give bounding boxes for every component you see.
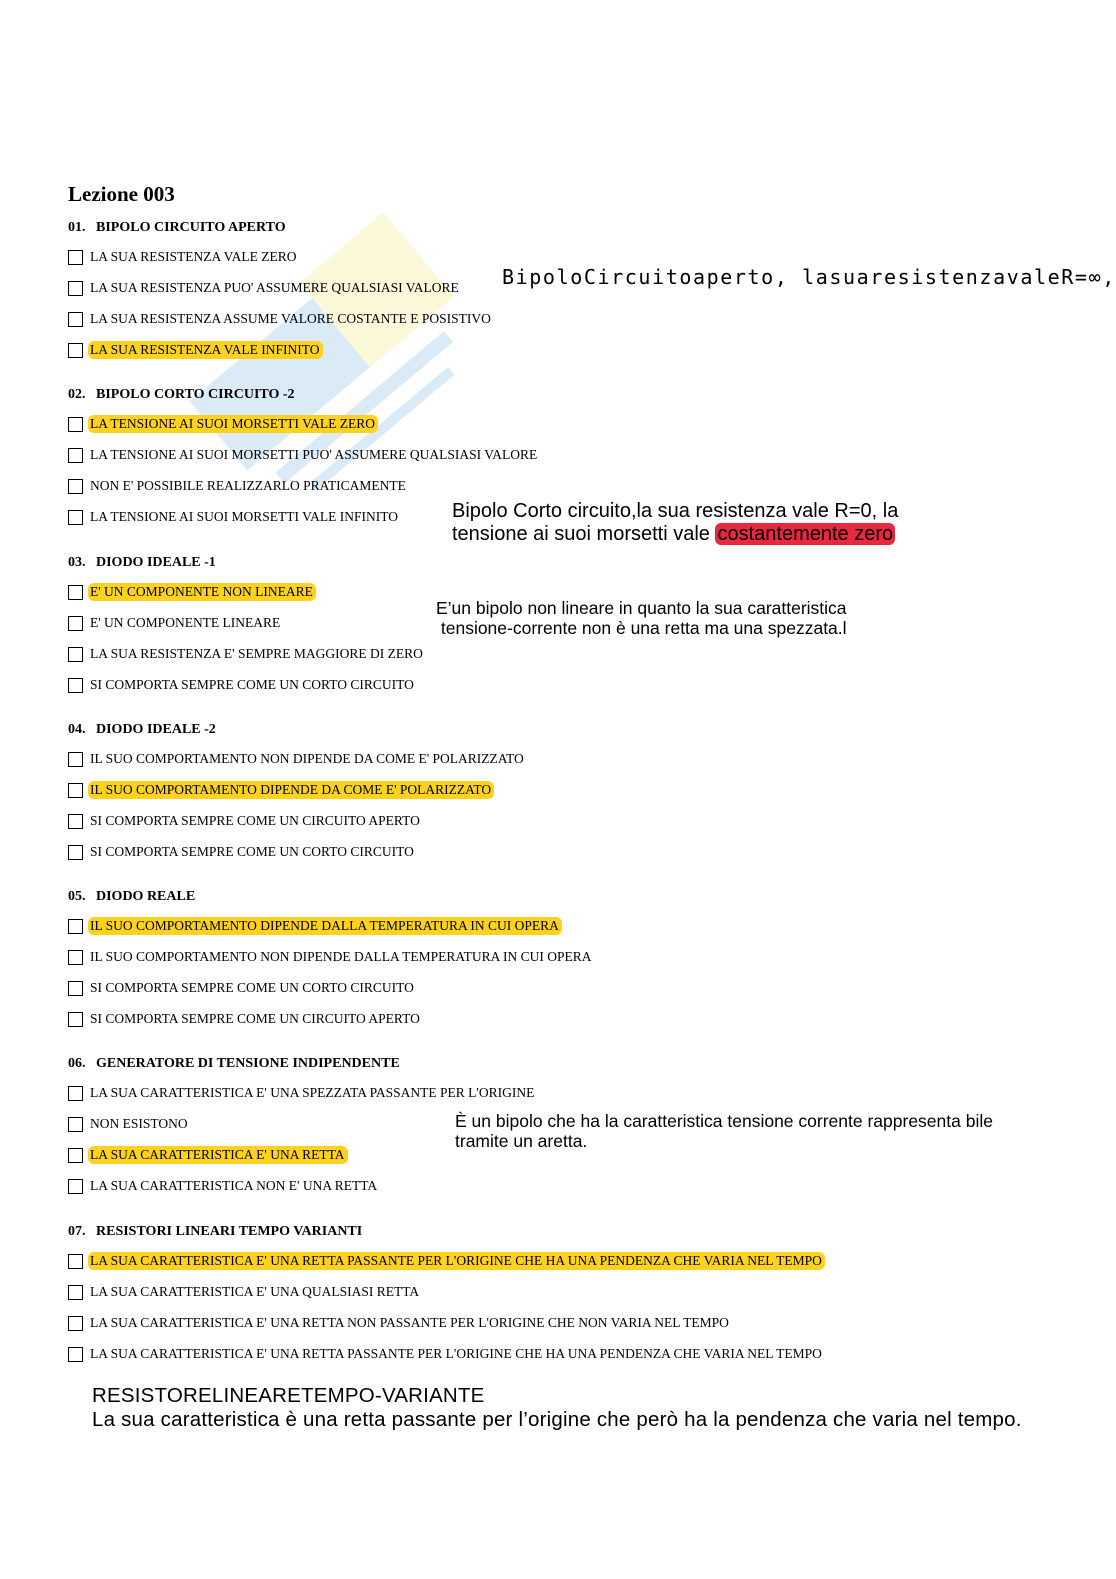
- answer-text: E' UN COMPONENTE LINEARE: [90, 615, 281, 630]
- checkbox-empty-icon[interactable]: [68, 950, 83, 965]
- answer-text: LA SUA CARATTERISTICA E' UNA RETTA PASSANTE PER L'ORIGINE CHE HA UNA PENDENZA CHE VARIA NEL TEMPO: [90, 1346, 822, 1361]
- note-line: RESISTORELINEARETEMPO-VARIANTE: [92, 1384, 485, 1407]
- answer-option[interactable]: [68, 582, 316, 602]
- checkbox-empty-icon[interactable]: [68, 448, 83, 463]
- question-number: 04.: [68, 722, 86, 737]
- answer-text-highlighted: LA SUA CARATTERISTICA E' UNA RETTA PASSANTE PER L'ORIGINE CHE HA UNA PENDENZA CHE VARIA NEL TEMPO: [88, 1252, 825, 1270]
- answer-text: SI COMPORTA SEMPRE COME UN CORTO CIRCUITO: [90, 677, 414, 692]
- checkbox-empty-icon[interactable]: [68, 479, 83, 494]
- question-title: [68, 387, 295, 403]
- answer-option[interactable]: [68, 340, 323, 360]
- checkbox-empty-icon[interactable]: [68, 312, 83, 327]
- answer-text: LA SUA CARATTERISTICA E' UNA RETTA NON PASSANTE PER L'ORIGINE CHE NON VARIA NEL TEMPO: [90, 1315, 729, 1330]
- checkbox-empty-icon[interactable]: [68, 1316, 83, 1331]
- question-title: [68, 220, 286, 236]
- answer-text: NON ESISTONO: [90, 1116, 188, 1131]
- answer-text: SI COMPORTA SEMPRE COME UN CIRCUITO APERTO: [90, 1011, 420, 1026]
- answer-option[interactable]: [68, 1083, 537, 1103]
- note-line: La sua caratteristica è una retta passante per l’origine che però ha la pendenza che varia nel tempo.: [92, 1408, 1022, 1431]
- answer-text: LA SUA RESISTENZA ASSUME VALORE COSTANTE E POSISTIVO: [90, 311, 491, 326]
- checkbox-empty-icon[interactable]: [68, 814, 83, 829]
- checkbox-empty-icon[interactable]: [68, 616, 83, 631]
- answer-text-highlighted: LA TENSIONE AI SUOI MORSETTI VALE ZERO: [88, 415, 378, 433]
- page-title: Lezione 003: [68, 182, 175, 206]
- answer-option[interactable]: [68, 507, 401, 527]
- question-title: [68, 1224, 362, 1240]
- answer-option[interactable]: [68, 445, 540, 465]
- answer-text: LA TENSIONE AI SUOI MORSETTI VALE INFINITO: [90, 509, 399, 524]
- answer-option[interactable]: [68, 916, 562, 936]
- checkbox-empty-icon[interactable]: [68, 281, 83, 296]
- answer-text-highlighted: E' UN COMPONENTE NON LINEARE: [88, 583, 316, 601]
- answer-option[interactable]: [68, 476, 409, 496]
- question-title: [68, 555, 216, 571]
- answer-option[interactable]: [68, 947, 595, 967]
- note-diodo: [436, 598, 847, 638]
- question-text: BIPOLO CORTO CIRCUITO -2: [96, 387, 295, 402]
- answer-option[interactable]: [68, 309, 494, 329]
- question-text: DIODO IDEALE -1: [96, 555, 216, 570]
- question-number: 02.: [68, 387, 86, 402]
- checkbox-empty-icon[interactable]: [68, 752, 83, 767]
- checkbox-empty-icon[interactable]: [68, 1179, 83, 1194]
- checkbox-empty-icon[interactable]: [68, 783, 83, 798]
- answer-option[interactable]: [68, 1114, 191, 1134]
- checkbox-empty-icon[interactable]: [68, 417, 83, 432]
- answer-text: LA TENSIONE AI SUOI MORSETTI PUO' ASSUMERE QUALSIASI VALORE: [90, 447, 538, 462]
- note-circuito-aperto: BipoloCircuitoaperto, lasuaresistenzavaleR=∞,: [502, 265, 1116, 289]
- question-title: [68, 1056, 400, 1072]
- question-text: GENERATORE DI TENSIONE INDIPENDENTE: [96, 1056, 400, 1071]
- answer-text: LA SUA CARATTERISTICA E' UNA SPEZZATA PASSANTE PER L'ORIGINE: [90, 1085, 535, 1100]
- answer-option[interactable]: [68, 1251, 825, 1271]
- answer-text: LA SUA RESISTENZA VALE ZERO: [90, 249, 297, 264]
- checkbox-empty-icon[interactable]: [68, 678, 83, 693]
- question-number: 03.: [68, 555, 86, 570]
- checkbox-empty-icon[interactable]: [68, 1347, 83, 1362]
- answer-option[interactable]: [68, 811, 423, 831]
- answer-option[interactable]: [68, 1313, 732, 1333]
- answer-option[interactable]: [68, 247, 300, 267]
- answer-text-highlighted: LA SUA CARATTERISTICA E' UNA RETTA: [88, 1146, 348, 1164]
- question-title: [68, 722, 216, 738]
- answer-text: SI COMPORTA SEMPRE COME UN CORTO CIRCUITO: [90, 980, 414, 995]
- checkbox-empty-icon[interactable]: [68, 1086, 83, 1101]
- question-number: 06.: [68, 1056, 86, 1071]
- question-text: RESISTORI LINEARI TEMPO VARIANTI: [96, 1224, 363, 1239]
- answer-option[interactable]: [68, 1176, 380, 1196]
- note-text: tensione ai suoi morsetti vale: [452, 523, 716, 545]
- question-text: BIPOLO CIRCUITO APERTO: [96, 220, 286, 235]
- answer-option[interactable]: [68, 414, 378, 434]
- checkbox-empty-icon[interactable]: [68, 981, 83, 996]
- note-line: È un bipolo che ha la caratteristica tensione corrente rappresenta bile: [455, 1111, 993, 1131]
- note-resistore: [92, 1384, 1022, 1432]
- checkbox-empty-icon[interactable]: [68, 1148, 83, 1163]
- checkbox-empty-icon[interactable]: [68, 343, 83, 358]
- question-number: 01.: [68, 220, 86, 235]
- checkbox-empty-icon[interactable]: [68, 585, 83, 600]
- checkbox-empty-icon[interactable]: [68, 845, 83, 860]
- checkbox-empty-icon[interactable]: [68, 1254, 83, 1269]
- answer-option[interactable]: [68, 749, 527, 769]
- note-line: Bipolo Corto circuito,la sua resistenza vale R=0, la: [452, 500, 899, 522]
- answer-text: SI COMPORTA SEMPRE COME UN CIRCUITO APERTO: [90, 813, 420, 828]
- answer-text: LA SUA CARATTERISTICA E' UNA QUALSIASI RETTA: [90, 1284, 420, 1299]
- question-number: 07.: [68, 1224, 86, 1239]
- answer-text-highlighted: LA SUA RESISTENZA VALE INFINITO: [88, 341, 323, 359]
- question-text: DIODO REALE: [96, 889, 196, 904]
- note-line: tensione-corrente non è una retta ma una spezzata.l: [436, 618, 847, 638]
- note-generatore: [455, 1111, 993, 1151]
- answer-text: LA SUA RESISTENZA PUO' ASSUMERE QUALSIASI VALORE: [90, 280, 459, 295]
- red-highlight: costantemente zero: [717, 523, 894, 545]
- question-title: [68, 889, 195, 905]
- answer-option[interactable]: [68, 675, 417, 695]
- answer-text-highlighted: IL SUO COMPORTAMENTO DIPENDE DALLA TEMPERATURA IN CUI OPERA: [88, 917, 562, 935]
- question-number: 05.: [68, 889, 86, 904]
- note-line: E’un bipolo non lineare in quanto la sua caratteristica: [436, 598, 847, 618]
- checkbox-empty-icon[interactable]: [68, 919, 83, 934]
- answer-option[interactable]: [68, 842, 417, 862]
- answer-text: IL SUO COMPORTAMENTO NON DIPENDE DA COME E' POLARIZZATO: [90, 751, 524, 766]
- note-corto-circuito: [452, 500, 898, 546]
- answer-option[interactable]: [68, 1009, 423, 1029]
- answer-text-highlighted: IL SUO COMPORTAMENTO DIPENDE DA COME E' POLARIZZATO: [88, 781, 494, 799]
- checkbox-empty-icon[interactable]: [68, 647, 83, 662]
- answer-option[interactable]: [68, 644, 426, 664]
- answer-text: SI COMPORTA SEMPRE COME UN CORTO CIRCUITO: [90, 844, 414, 859]
- answer-option[interactable]: [68, 1145, 348, 1165]
- note-line: [452, 523, 898, 546]
- answer-text: NON E' POSSIBILE REALIZZARLO PRATICAMENTE: [90, 478, 406, 493]
- checkbox-empty-icon[interactable]: [68, 1117, 83, 1132]
- checkbox-empty-icon[interactable]: [68, 1285, 83, 1300]
- question-text: DIODO IDEALE -2: [96, 722, 216, 737]
- answer-option[interactable]: [68, 978, 417, 998]
- answer-option[interactable]: [68, 278, 462, 298]
- answer-option[interactable]: [68, 1344, 825, 1364]
- answer-option[interactable]: [68, 1282, 422, 1302]
- answer-option[interactable]: [68, 613, 283, 633]
- checkbox-empty-icon[interactable]: [68, 510, 83, 525]
- answer-text: LA SUA RESISTENZA E' SEMPRE MAGGIORE DI ZERO: [90, 646, 423, 661]
- answer-text: LA SUA CARATTERISTICA NON E' UNA RETTA: [90, 1178, 378, 1193]
- answer-text: IL SUO COMPORTAMENTO NON DIPENDE DALLA TEMPERATURA IN CUI OPERA: [90, 949, 592, 964]
- answer-option[interactable]: [68, 780, 494, 800]
- checkbox-empty-icon[interactable]: [68, 1012, 83, 1027]
- checkbox-empty-icon[interactable]: [68, 250, 83, 265]
- note-line: tramite un aretta.: [455, 1131, 588, 1151]
